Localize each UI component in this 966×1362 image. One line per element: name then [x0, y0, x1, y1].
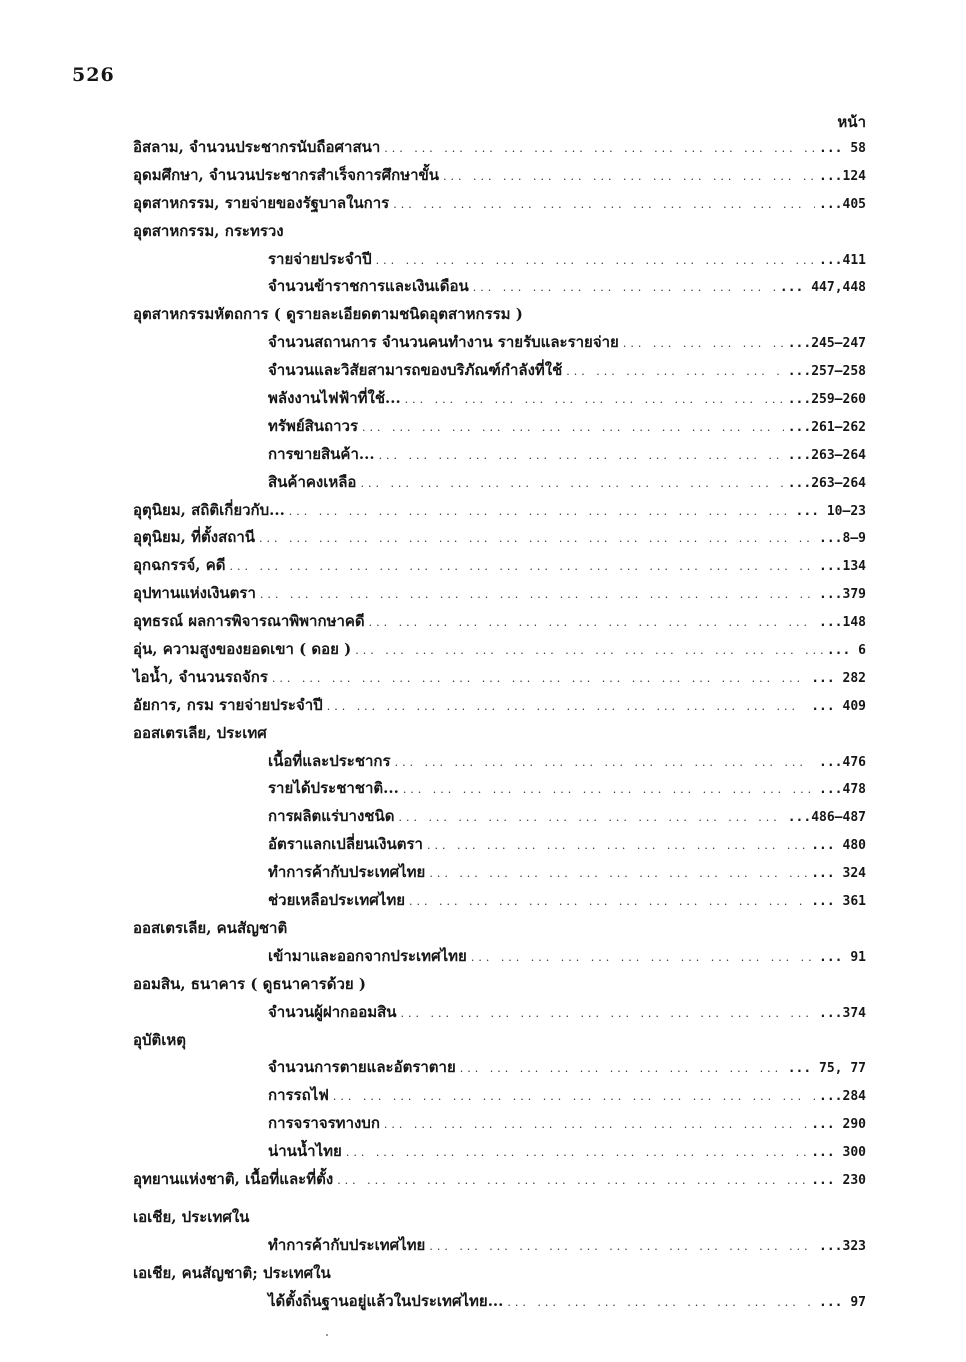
index-entry	[133, 1260, 866, 1288]
entry-page-ref: ... 58	[819, 141, 866, 156]
index-subentry	[133, 441, 866, 469]
index-subentry	[133, 748, 866, 776]
entry-label: สินค้าคงเหลือ	[268, 472, 357, 491]
index-entry	[133, 552, 866, 580]
dot-leader	[260, 581, 815, 609]
index-entry	[133, 524, 866, 552]
entry-page-ref: ...478	[819, 782, 866, 798]
dot-leader	[355, 637, 823, 665]
index-entry	[133, 580, 866, 608]
entry-label: ทรัพย์สินถาวร	[268, 416, 359, 435]
entry-page-ref: ... 10–23	[795, 503, 866, 519]
entry-label: การรถไฟ	[268, 1086, 329, 1105]
index-entry	[133, 971, 866, 999]
entry-page-ref: ...411	[819, 252, 866, 268]
index-subentry	[133, 831, 866, 859]
entry-page-ref: ... 300	[811, 1145, 866, 1161]
dot-leader	[405, 386, 784, 414]
index-entry	[133, 720, 866, 748]
index-list	[133, 134, 866, 1315]
index-subentry	[133, 1110, 866, 1138]
index-subentry	[133, 943, 866, 971]
index-subentry	[133, 1082, 866, 1110]
dot-leader	[623, 330, 784, 358]
entry-label: อิสลาม, จำนวนประชากรนับถือศาสนา	[133, 138, 381, 156]
entry-label: การจราจรทางบก	[268, 1114, 380, 1133]
index-entry	[133, 915, 866, 943]
entry-page-ref: ... 75, 77	[787, 1061, 866, 1077]
dot-leader	[376, 247, 815, 275]
entry-page-ref: ... 324	[811, 866, 866, 882]
entry-label: จำนวนการตายและอัตราตาย	[268, 1058, 456, 1077]
entry-page-ref: ...379	[819, 587, 866, 603]
entry-page-ref: ...405	[819, 196, 866, 212]
entry-page-ref: ...124	[819, 168, 866, 184]
entry-page-ref: ...261–262	[787, 419, 866, 435]
dot-leader	[393, 191, 815, 219]
dot-leader	[272, 665, 807, 693]
entry-page-ref: ...134	[819, 559, 866, 575]
entry-page-ref: ... 97	[819, 1294, 866, 1310]
index-entry	[133, 692, 866, 720]
dot-leader	[471, 944, 815, 972]
index-subentry	[133, 1138, 866, 1166]
entry-label: อุตสาหกรรม, รายจ่ายของรัฐบาลในการ	[133, 193, 390, 212]
entry-page-ref: ...245–247	[787, 336, 866, 352]
entry-page-ref: ... 6	[826, 643, 866, 659]
entry-label: อุบัติเหตุ	[133, 1030, 187, 1049]
index-subentry	[133, 273, 866, 301]
entry-page-ref: ... 480	[811, 838, 866, 854]
dot-leader	[384, 1111, 807, 1139]
dot-leader	[460, 1055, 784, 1083]
dot-leader	[429, 1233, 815, 1261]
entry-label: ทำการค้ากับประเทศไทย	[268, 863, 426, 882]
index-entry	[133, 636, 866, 664]
entry-label: อุตุนิยม, ที่ตั้งสถานี	[133, 528, 255, 547]
index-subentry	[133, 803, 866, 831]
index-entry	[133, 218, 866, 246]
entry-label: อุตุนิยม, สถิติเกี่ยวกับ...	[133, 500, 285, 519]
entry-label: อัยการ, กรม รายจ่ายประจำปี	[133, 695, 323, 714]
index-entry	[133, 664, 866, 692]
print-speck	[326, 1334, 328, 1336]
entry-page-ref: ... 230	[811, 1172, 866, 1188]
dot-leader	[395, 749, 815, 777]
entry-page-ref: ... 447,448	[779, 280, 866, 296]
entry-label: ออมสิน, ธนาคาร ( ดูธนาคารด้วย )	[133, 974, 367, 993]
index-entry	[133, 1166, 866, 1194]
entry-label: การผลิตแร่บางชนิด	[268, 807, 395, 826]
dot-leader	[384, 135, 815, 163]
entry-label: อัตราแลกเปลี่ยนเงินตรา	[268, 835, 423, 854]
entry-label: รายจ่ายประจำปี	[268, 249, 372, 268]
entry-label: ไอน้ำ, จำนวนรถจักร	[133, 667, 268, 686]
entry-label: เนื้อที่และประชากร	[268, 751, 391, 770]
entry-label: ช่วยเหลือประเทศไทย	[268, 891, 405, 910]
entry-page-ref: ... 361	[811, 894, 866, 910]
entry-label: ได้ตั้งถิ่นฐานอยู่แล้วในประเทศไทย...	[268, 1291, 504, 1310]
dot-leader	[362, 414, 784, 442]
entry-label: น่านน้ำไทย	[268, 1142, 342, 1161]
index-subentry	[133, 887, 866, 915]
entry-label: จำนวนข้าราชการและเงินเดือน	[268, 277, 469, 296]
entry-label: เข้ามาและออกจากประเทศไทย	[268, 946, 467, 965]
dot-leader	[230, 553, 816, 581]
entry-page-ref: ...148	[819, 615, 866, 631]
index-subentry	[133, 246, 866, 274]
index-subentry	[133, 329, 866, 357]
index-entry	[133, 190, 866, 218]
dot-leader	[409, 888, 807, 916]
index-subentry	[133, 357, 866, 385]
dot-leader	[379, 442, 784, 470]
index-entry	[133, 608, 866, 636]
page-column-header: หน้า	[837, 113, 866, 131]
index-entry	[133, 134, 866, 162]
entry-label: อุกฉกรรจ์, คดี	[133, 556, 226, 575]
index-subentry	[133, 1232, 866, 1260]
entry-label: อุทยานแห่งชาติ, เนื้อที่และที่ตั้ง	[133, 1169, 334, 1188]
entry-label: จำนวนและวิสัยสามารถของบริภัณฑ์กำลังที่ใช้	[268, 361, 563, 380]
index-subentry	[133, 1054, 866, 1082]
entry-label: เอเชีย, ประเทศใน	[133, 1207, 250, 1226]
entry-page-ref: ...263–264	[787, 447, 866, 463]
entry-label: จำนวนผู้ฝากออมสิน	[268, 1002, 397, 1021]
entry-label: อุตสาหกรรมหัตถการ ( ดูรายละเอียดตามชนิดอุตสาหกรรม )	[133, 305, 523, 324]
index-entry	[133, 1027, 866, 1055]
entry-label: ออสเตรเลีย, คนสัญชาติ	[133, 918, 288, 937]
dot-leader	[473, 274, 776, 302]
dot-leader	[427, 832, 807, 860]
dot-leader	[398, 804, 783, 832]
entry-page-ref: ...374	[819, 1005, 866, 1021]
index-subentry	[133, 1288, 866, 1316]
entry-page-ref: ...323	[819, 1238, 866, 1254]
entry-label: เอเชีย, คนสัญชาติ; ประเทศใน	[133, 1263, 331, 1282]
index-subentry	[133, 859, 866, 887]
entry-page-ref: ...8–9	[819, 531, 866, 547]
index-subentry	[133, 775, 866, 803]
entry-label: รายได้ประชาชาติ...	[268, 779, 399, 798]
entry-page-ref: ...257–258	[787, 364, 866, 380]
dot-leader	[403, 776, 815, 804]
entry-label: อุทธรณ์ ผลการพิจารณาพิพากษาคดี	[133, 612, 365, 631]
index-subentry	[133, 469, 866, 497]
entry-label: พลังงานไฟฟ้าที่ใช้...	[268, 389, 401, 408]
index-entry	[133, 1204, 866, 1232]
page-number: 526	[72, 64, 115, 86]
index-subentry	[133, 999, 866, 1027]
entry-page-ref: ... 282	[811, 670, 866, 686]
entry-label: ออสเตรเลีย, ประเทศ	[133, 723, 267, 742]
dot-leader	[369, 609, 815, 637]
dot-leader	[289, 498, 792, 526]
entry-label: อุปทานแห่งเงินตรา	[133, 584, 256, 603]
dot-leader	[333, 1083, 815, 1111]
dot-leader	[360, 470, 783, 498]
entry-label: อุตสาหกรรม, กระทรวง	[133, 221, 284, 240]
entry-page-ref: ... 91	[819, 949, 866, 965]
entry-page-ref: ... 409	[811, 698, 866, 714]
dot-leader	[337, 1167, 807, 1195]
entry-page-ref: ...476	[819, 754, 866, 770]
entry-page-ref: ...259–260	[787, 392, 866, 408]
entry-page-ref: ...486–487	[787, 810, 866, 826]
entry-label: อุ่น, ความสูงของยอดเขา ( ดอย )	[133, 640, 352, 659]
index-entry	[133, 497, 866, 525]
dot-leader	[346, 1139, 807, 1167]
dot-leader	[507, 1289, 815, 1317]
entry-page-ref: ... 290	[811, 1117, 866, 1133]
dot-leader	[443, 163, 815, 191]
dot-leader	[259, 525, 815, 553]
index-subentry	[133, 385, 866, 413]
entry-label: อุดมศึกษา, จำนวนประชากรสำเร็จการศึกษาขั้น	[133, 165, 440, 184]
index-subentry	[133, 413, 866, 441]
dot-leader	[401, 1000, 815, 1028]
entry-page-ref: ...284	[819, 1089, 866, 1105]
entry-page-ref: ...263–264	[787, 475, 866, 491]
entry-label: ทำการค้ากับประเทศไทย	[268, 1235, 426, 1254]
dot-leader	[327, 693, 808, 721]
dot-leader	[566, 358, 783, 386]
index-entry	[133, 301, 866, 329]
entry-label: จำนวนสถานการ จำนวนคนทำงาน รายรับและรายจ่าย	[268, 333, 619, 352]
entry-label: การขายสินค้า...	[268, 444, 375, 463]
index-entry	[133, 162, 866, 190]
dot-leader	[429, 860, 807, 888]
